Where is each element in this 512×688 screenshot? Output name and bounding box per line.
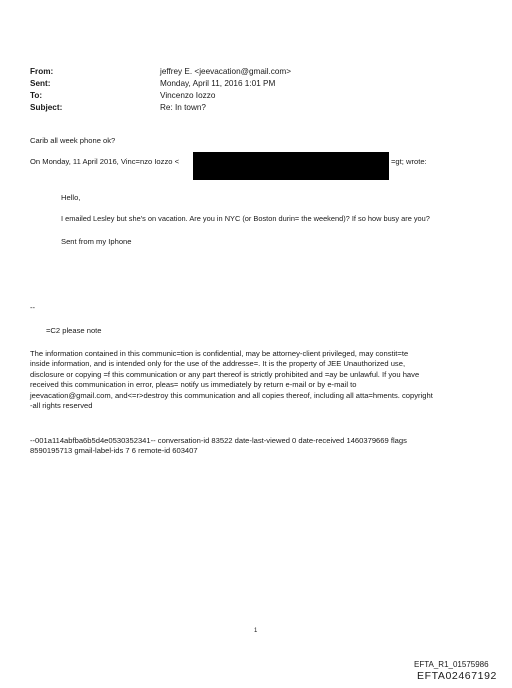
quote-intro-left: On Monday, 11 April 2016, Vinc=nzo Iozzo < <box>30 157 180 166</box>
signature-text: Sent from my Iphone <box>61 237 132 246</box>
disclaimer-paragraph <box>30 349 485 411</box>
to-row <box>30 90 291 102</box>
subject-row <box>30 102 291 114</box>
meta-paragraph <box>30 436 485 457</box>
quote-intro-right: =gt; wrote: <box>391 157 427 166</box>
to-label: To: <box>30 91 43 100</box>
disclaimer-line: inside information, and is intended only for the use of the addresse=. It is the property of JEE Unauthorized use, <box>30 359 406 369</box>
from-row <box>30 66 291 78</box>
redaction-box <box>193 152 389 180</box>
subject-value: Re: In town? <box>160 103 206 112</box>
efta-code-large: EFTA02467192 <box>417 670 497 682</box>
disclaimer-line: jeevacation@gmail.com, and<=r>destroy this communication and all copies thereof, including all atta=hments. copyright <box>30 390 433 400</box>
greeting-text: Hello, <box>61 193 81 202</box>
separator-text: -- <box>30 303 36 312</box>
disclaimer-line: disclosure or copying =f this communication or any part thereof is strictly prohibited and =ay be unlawful. If you have <box>30 369 420 379</box>
email-header <box>30 66 291 114</box>
note-text: =C2 please note <box>46 326 102 335</box>
disclaimer-line: -all rights reserved <box>30 401 93 411</box>
reply-text: Carib all week phone ok? <box>30 136 116 145</box>
meta-line: 8590195713 gmail-label-ids 7 6 remote-id 603407 <box>30 446 198 456</box>
sent-row <box>30 78 291 90</box>
to-value: Vincenzo Iozzo <box>160 91 216 100</box>
subject-label: Subject: <box>30 103 63 112</box>
disclaimer-line: received this communication in error, pleas= notify us immediately by return e-mail or by e-mail to <box>30 380 357 390</box>
sent-label: Sent: <box>30 79 51 88</box>
page-number: 1 <box>254 628 258 634</box>
from-value: jeffrey E. <jeevacation@gmail.com> <box>160 67 292 76</box>
efta-code-small: EFTA_R1_01575986 <box>414 660 489 669</box>
meta-line: --001a114abfba6b5d4e0530352341-- conversation-id 83522 date-last-viewed 0 date-received 1460379669 flags <box>30 436 407 445</box>
sent-value: Monday, April 11, 2016 1:01 PM <box>160 79 276 88</box>
message-text: I emailed Lesley but she's on vacation. Are you in NYC (or Boston durin= the weekend)? If so how busy are you? <box>61 214 430 223</box>
from-label: From: <box>30 67 54 76</box>
disclaimer-line: The information contained in this communic=tion is confidential, may be attorney-client privileged, may constit=te <box>30 349 409 358</box>
